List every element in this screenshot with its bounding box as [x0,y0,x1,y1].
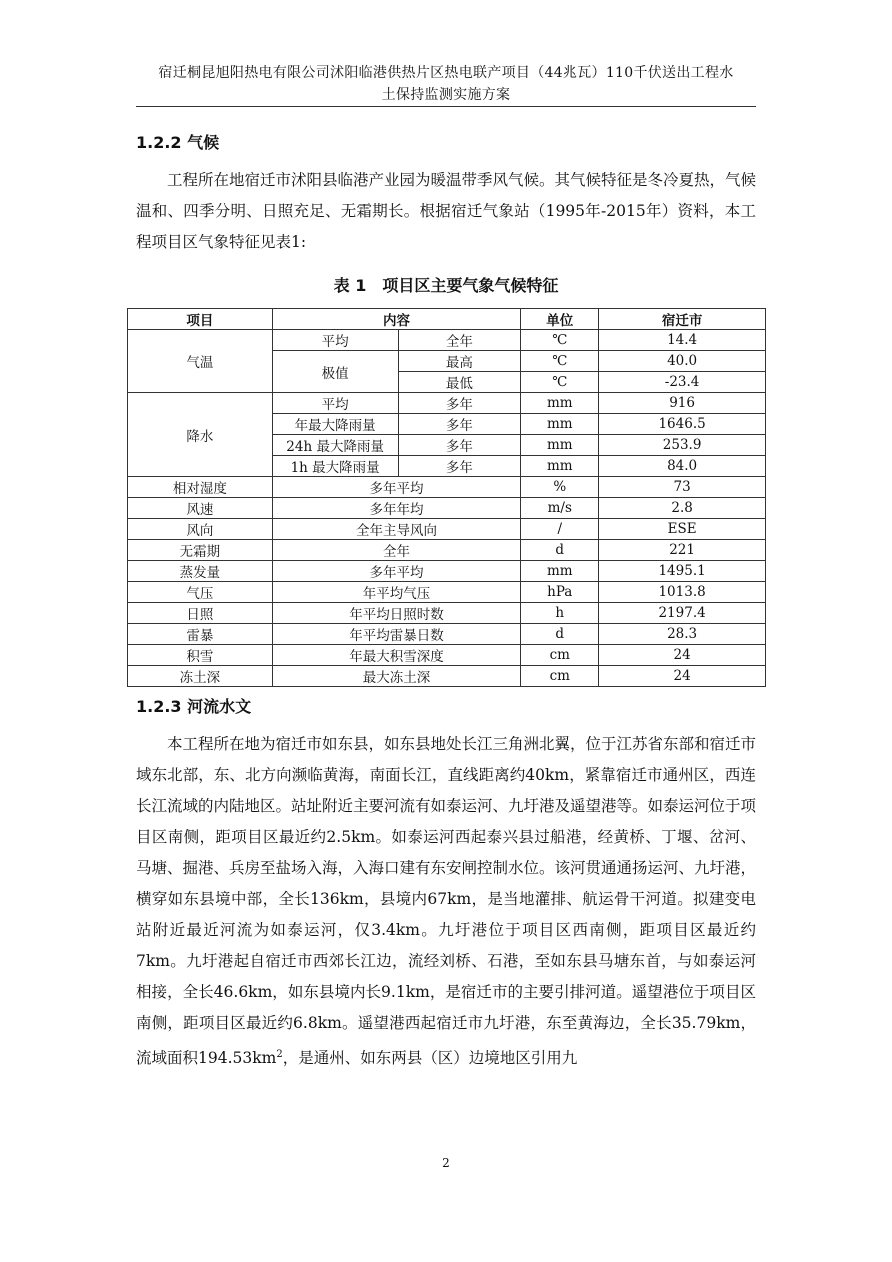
item-cell: 积雪 [128,645,273,666]
value-cell: 253.9 [599,435,766,456]
river-paragraph [136,729,756,1074]
unit-cell: h [521,603,599,624]
item-cell: 蒸发量 [128,561,273,582]
value-cell: 916 [599,393,766,414]
table-row [128,540,766,561]
header-cell: 项目 [128,309,273,330]
table-row [128,330,766,351]
table-row [128,645,766,666]
cell: 平均 [272,330,398,351]
item-cell: 日照 [128,603,273,624]
value-cell: 1013.8 [599,582,766,603]
header-line-1: 宿迁桐昆旭阳热电有限公司沭阳临港供热片区热电联产项目（44兆瓦）110千伏送出工程水 [158,65,734,81]
header-cell: 内容 [272,309,521,330]
content-cell: 年平均日照时数 [272,603,521,624]
content-cell: 多年平均 [272,561,521,582]
item-cell: 相对湿度 [128,477,273,498]
unit-cell: / [521,519,599,540]
cell: 全年 [398,330,521,351]
item-cell: 冻土深 [128,666,273,687]
climate-table [127,308,766,687]
page-number: 2 [442,1156,450,1170]
climate-paragraph: 工程所在地宿迁市沭阳县临港产业园为暖温带季风气候。其气候特征是冬冷夏热，气候温和、四季分明、日照充足、无霜期长。根据宿迁气象站（1995年-2015年）资料，本工程项目区气象特征见表1: [136,171,757,251]
item-cell: 气压 [128,582,273,603]
value-cell: 1646.5 [599,414,766,435]
item-cell: 雷暴 [128,624,273,645]
value-cell: -23.4 [599,372,766,393]
cell: 多年 [398,456,521,477]
table-row [128,561,766,582]
value-cell: 221 [599,540,766,561]
header-line-2: 土保持监测实施方案 [381,87,511,103]
superscript-2: 2 [276,1049,283,1060]
table-row [128,624,766,645]
cell: 多年 [398,414,521,435]
table-row [128,603,766,624]
value-cell: 14.4 [599,330,766,351]
river-paragraph-part-1: 本工程所在地为宿迁市如东县，如东县地处长江三角洲北翼，位于江苏省东部和宿迁市域东北部，东、北方向濒临黄海，南面长江，直线距离约40km，紧靠宿迁市通州区，西连长江流域的内陆地区。站址附近主要河流有如泰运河、九圩港及遥望港等。如泰运河位于项目区南侧，距项目区最近约2.5km。如泰运河西起泰兴县过船港，经黄桥、丁堰、岔河、马塘、掘港、兵房至盐场入海，入海口建有东安闸控制水位。该河贯通通扬运河、九圩港，横穿如东县境中部，全长136km，县境内67km，是当地灌排、航运骨干河道。拟建变电站附近最近河流为如泰运河，仅3.4km。九圩港位于项目区西南侧，距项目区最近约7km。九圩港起自宿迁市西郊长江边，流经刘桥、石港，至如东县马塘东首，与如泰运河相接，全长46.6km，如东县境内长9.1km，是宿迁市的主要引排河道。遥望港位于项目区南侧，距项目区最近约6.8km。遥望港西起宿迁市九圩港，东至黄海边，全长35.79km，流域面积194.53km [136,735,757,1068]
table-row [128,582,766,603]
header-divider [136,106,756,107]
value-cell: 2.8 [599,498,766,519]
unit-cell: ℃ [521,372,599,393]
content-cell: 多年年均 [272,498,521,519]
value-cell: 40.0 [599,351,766,372]
value-cell: 1495.1 [599,561,766,582]
value-cell: 24 [599,666,766,687]
unit-cell: cm [521,666,599,687]
item-cell: 无霜期 [128,540,273,561]
cell: 年最大降雨量 [272,414,398,435]
content-cell: 年平均气压 [272,582,521,603]
value-cell: 73 [599,477,766,498]
unit-cell: mm [521,393,599,414]
unit-cell: mm [521,435,599,456]
unit-cell: hPa [521,582,599,603]
content-cell: 多年平均 [272,477,521,498]
cell: 多年 [398,393,521,414]
river-paragraph-part-2: ，是通州、如东两县（区）边境地区引用九 [282,1049,578,1068]
unit-cell: ℃ [521,330,599,351]
value-cell: 28.3 [599,624,766,645]
cell: 极值 [272,351,398,393]
content-cell: 最大冻土深 [272,666,521,687]
section-heading-climate: 1.2.2 气候 [136,133,220,152]
value-cell: ESE [599,519,766,540]
unit-cell: mm [521,561,599,582]
cell: 平均 [272,393,398,414]
row-group-label: 气温 [128,330,273,393]
table-caption: 表 1 项目区主要气象气候特征 [333,276,559,295]
value-cell: 84.0 [599,456,766,477]
unit-cell: d [521,624,599,645]
unit-cell: mm [521,414,599,435]
section-heading-river: 1.2.3 河流水文 [136,697,252,716]
header-cell: 单位 [521,309,599,330]
cell: 24h 最大降雨量 [272,435,398,456]
table-row [128,477,766,498]
cell: 1h 最大降雨量 [272,456,398,477]
table-row [128,519,766,540]
unit-cell: ℃ [521,351,599,372]
cell: 多年 [398,435,521,456]
content-cell: 全年主导风向 [272,519,521,540]
item-cell: 风向 [128,519,273,540]
unit-cell: m/s [521,498,599,519]
content-cell: 年平均雷暴日数 [272,624,521,645]
table-row [128,498,766,519]
item-cell: 风速 [128,498,273,519]
unit-cell: mm [521,456,599,477]
unit-cell: % [521,477,599,498]
table-header-row [128,309,766,330]
unit-cell: cm [521,645,599,666]
page-header [136,62,756,106]
row-group-label: 降水 [128,393,273,477]
content-cell: 年最大积雪深度 [272,645,521,666]
value-cell: 24 [599,645,766,666]
table-row [128,393,766,414]
header-cell: 宿迁市 [599,309,766,330]
cell: 最高 [398,351,521,372]
content-cell: 全年 [272,540,521,561]
unit-cell: d [521,540,599,561]
value-cell: 2197.4 [599,603,766,624]
cell: 最低 [398,372,521,393]
table-row [128,666,766,687]
